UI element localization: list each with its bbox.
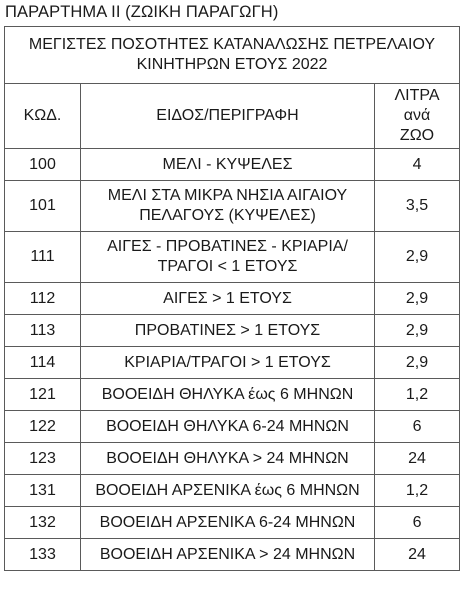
cell-liters: 3,5 (375, 181, 460, 232)
column-header-liters-line-2: ανά (403, 107, 431, 124)
cell-code: 111 (5, 232, 81, 283)
table-title-line-1: ΜΕΓΙΣΤΕΣ ΠΟΣΟΤΗΤΕΣ ΚΑΤΑΝΑΛΩΣΗΣ ΠΕΤΡΕΛΑΙΟΥ (28, 36, 436, 53)
cell-description-line: ΚΡΙΑΡΙΑ/ΤΡΑΓΟΙ > 1 ΕΤΟΥΣ (124, 353, 331, 371)
cell-code: 122 (5, 411, 81, 443)
cell-description (81, 411, 375, 443)
cell-description-line: ΠΡΟΒΑΤΙΝΕΣ > 1 ΕΤΟΥΣ (134, 321, 321, 339)
table-row (5, 443, 460, 475)
table-row (5, 411, 460, 443)
cell-liters: 2,9 (375, 347, 460, 379)
cell-code: 121 (5, 379, 81, 411)
column-header-liters-line-1: ΛΙΤΡΑ (394, 87, 440, 104)
cell-code: 132 (5, 507, 81, 539)
cell-code: 133 (5, 539, 81, 571)
cell-liters: 4 (375, 149, 460, 181)
column-header-description: ΕΙΔΟΣ/ΠΕΡΙΓΡΑΦΗ (81, 84, 375, 149)
cell-description (81, 181, 375, 232)
cell-liters: 24 (375, 539, 460, 571)
column-header-liters-line-3: ΖΩΟ (399, 127, 435, 144)
table-row (5, 315, 460, 347)
cell-liters: 2,9 (375, 283, 460, 315)
cell-description-line: ΒΟΟΕΙΔΗ ΘΗΛΥΚΑ > 24 ΜΗΝΩΝ (106, 449, 349, 467)
table-row (5, 475, 460, 507)
cell-liters: 1,2 (375, 379, 460, 411)
cell-liters: 1,2 (375, 475, 460, 507)
cell-description (81, 347, 375, 379)
cell-description (81, 149, 375, 181)
cell-description (81, 232, 375, 283)
cell-description-line: ΜΕΛΙ ΣΤΑ ΜΙΚΡΑ ΝΗΣΙΑ ΑΙΓΑΙΟΥ (107, 187, 348, 204)
cell-code: 112 (5, 283, 81, 315)
cell-code: 101 (5, 181, 81, 232)
cell-description-line: ΤΡΑΓΟΙ < 1 ΕΤΟΥΣ (157, 258, 298, 275)
column-header-code: ΚΩΔ. (5, 84, 81, 149)
cell-description-line: ΑΙΓΕΣ > 1 ΕΤΟΥΣ (163, 289, 292, 307)
cell-description (81, 443, 375, 475)
cell-description-line: ΑΙΓΕΣ - ΠΡΟΒΑΤΙΝΕΣ - ΚΡΙΑΡΙΑ/ (107, 238, 348, 255)
table-row (5, 181, 460, 232)
cell-description (81, 507, 375, 539)
cell-description (81, 315, 375, 347)
cell-description-line: ΒΟΟΕΙΔΗ ΑΡΣΕΝΙΚΑ > 24 ΜΗΝΩΝ (99, 545, 356, 563)
cell-liters: 2,9 (375, 232, 460, 283)
cell-code: 100 (5, 149, 81, 181)
cell-liters: 6 (375, 411, 460, 443)
cell-description-line: ΒΟΟΕΙΔΗ ΑΡΣΕΝΙΚΑ 6-24 ΜΗΝΩΝ (99, 513, 356, 531)
cell-description-line: ΒΟΟΕΙΔΗ ΘΗΛΥΚΑ έως 6 ΜΗΝΩΝ (101, 385, 354, 403)
cell-liters: 24 (375, 443, 460, 475)
table-row (5, 379, 460, 411)
cell-liters: 6 (375, 507, 460, 539)
table-row (5, 149, 460, 181)
table-title-row (5, 27, 460, 84)
document-heading: ΠΑΡΑΡΤΗΜΑ ΙΙ (ΖΩΙΚΗ ΠΑΡΑΓΩΓΗ) (5, 3, 279, 21)
column-header-liters (375, 84, 460, 149)
cell-description (81, 283, 375, 315)
cell-code: 114 (5, 347, 81, 379)
cell-description-line: ΒΟΟΕΙΔΗ ΘΗΛΥΚΑ 6-24 ΜΗΝΩΝ (106, 417, 349, 435)
table-title (5, 27, 460, 84)
cell-code: 131 (5, 475, 81, 507)
cell-code: 113 (5, 315, 81, 347)
table-row (5, 283, 460, 315)
cell-description-line: ΜΕΛΙ - ΚΥΨΕΛΕΣ (162, 155, 293, 173)
cell-description (81, 539, 375, 571)
table-body (5, 27, 460, 571)
table-row (5, 232, 460, 283)
cell-description (81, 475, 375, 507)
table-title-line-2: ΚΙΝΗΤΗΡΩΝ ΕΤΟΥΣ 2022 (136, 56, 328, 73)
cell-description-line: ΒΟΟΕΙΔΗ ΑΡΣΕΝΙΚΑ έως 6 ΜΗΝΩΝ (95, 481, 360, 499)
column-header-row (5, 84, 460, 149)
cell-code: 123 (5, 443, 81, 475)
cell-description-line: ΠΕΛΑΓΟΥΣ (ΚΥΨΕΛΕΣ) (139, 207, 316, 224)
cell-liters: 2,9 (375, 315, 460, 347)
fuel-quota-table (4, 26, 460, 571)
table-row (5, 347, 460, 379)
table-row (5, 507, 460, 539)
table-row (5, 539, 460, 571)
cell-description (81, 379, 375, 411)
